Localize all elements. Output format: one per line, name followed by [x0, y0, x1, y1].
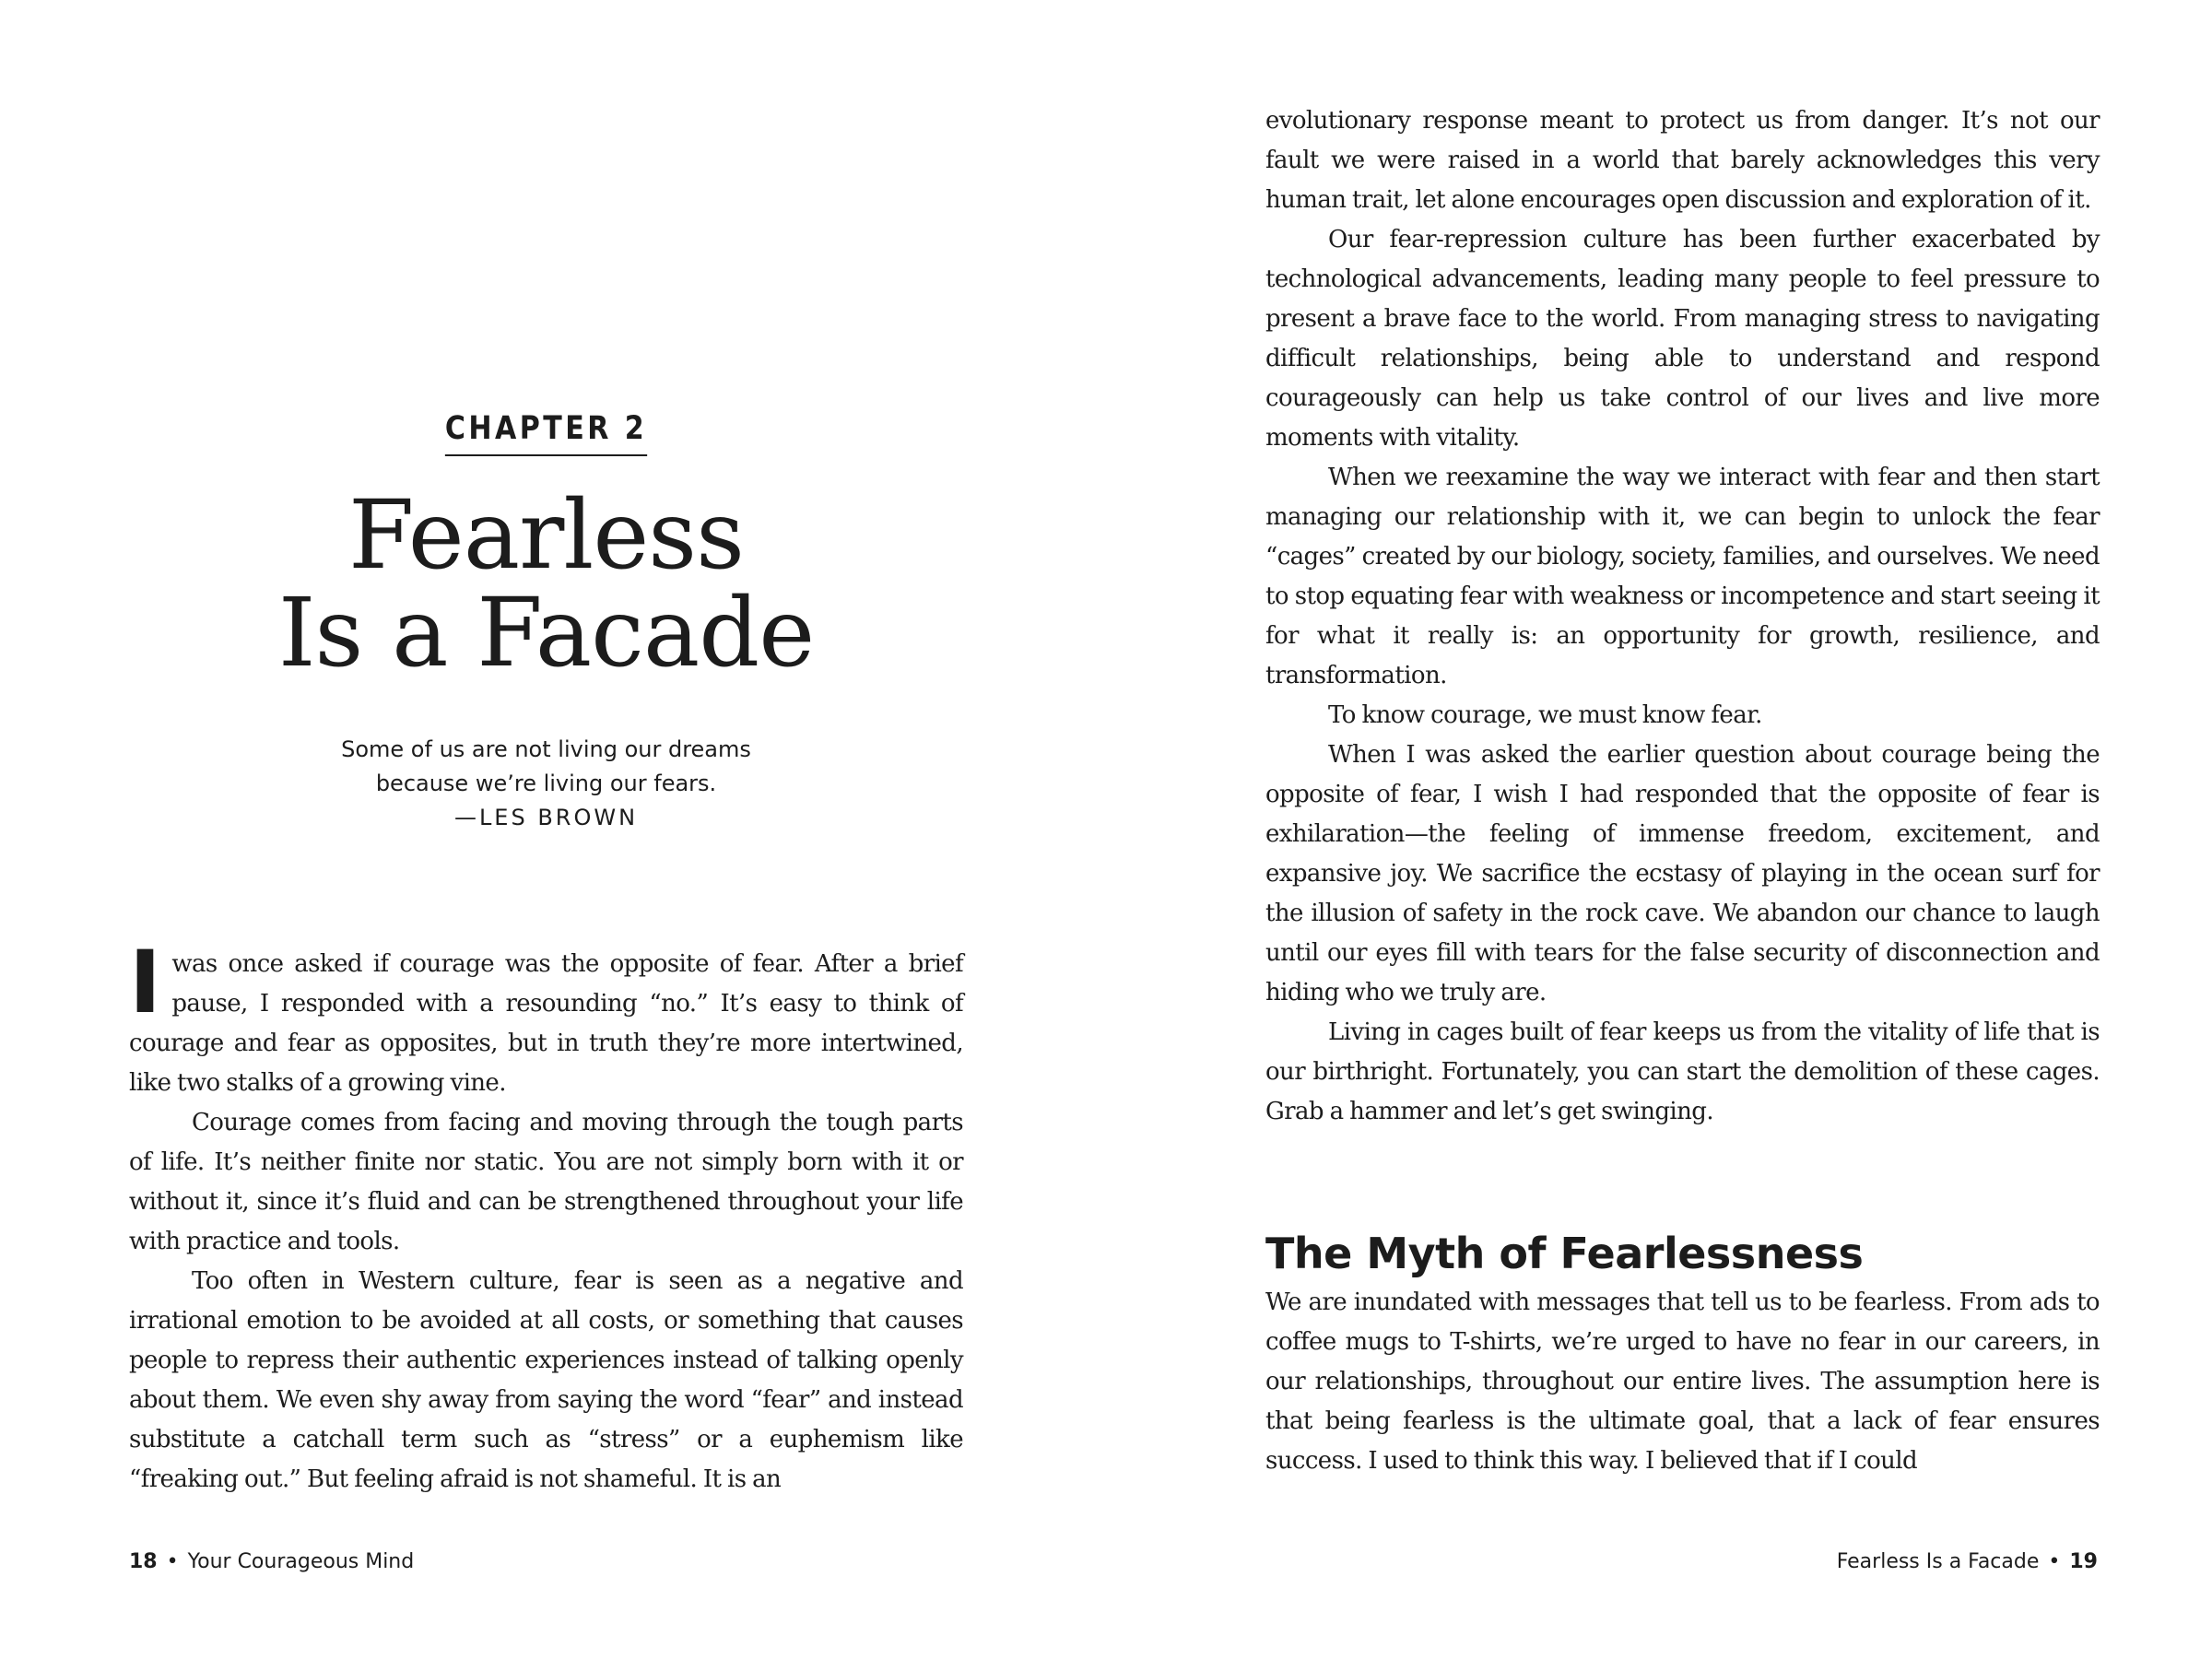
drop-cap: I: [129, 933, 161, 1033]
page-number: 18: [129, 1550, 158, 1573]
left-body-text: [129, 933, 963, 1500]
paragraph: When I was asked the earlier question about courage being the opposite of fear, I wish I had responded that the opposite of fear is exhilaration—the feeling of immense freedom, excitement, and expansive joy. We sacrifice the ecstasy of playing in the ocean surf for the illusion of safety in the rock cave. We abandon our chance to laugh until our eyes fill with tears for the false security of disconnection and hiding who we truly are.: [1265, 741, 2100, 1006]
paragraph: To know courage, we must know fear.: [1328, 701, 1762, 729]
chapter-label: [129, 410, 963, 456]
paragraph: When we reexamine the way we interact with fear and then start managing our relationship with it, we can begin to unlock the fear “cages” created by our biology, society, families, and ourselves. We need to stop equating fear with weakness or incompetence and start seeing it for what it really is: an opportunity for growth, resilience, and transformation.: [1265, 464, 2100, 689]
section-body-text: [1265, 1283, 2100, 1481]
section-heading: The Myth of Fearlessness: [1265, 1229, 1864, 1278]
paragraph: [129, 933, 963, 1103]
epigraph-line: because we’re living our fears.: [375, 771, 717, 796]
chapter-title-line: Is a Facade: [277, 578, 815, 688]
epigraph: [129, 733, 963, 835]
chapter-label-text: CHAPTER 2: [445, 410, 647, 456]
paragraph: We are inundated with messages that tell us to be fearless. From ads to coffee mugs to T-shirts, we’re urged to have no fear in our careers, in our relationships, throughout our entire lives. The assumption here is that being fearless is the ultimate goal, that a lack of fear ensures success. I used to think this way. I believed that if I could: [1265, 1288, 2100, 1475]
chapter-title-line: Fearless: [347, 480, 745, 591]
right-page: [1106, 0, 2212, 1659]
right-footer: [1837, 1548, 2098, 1576]
left-footer: [129, 1548, 414, 1576]
footer-bullet: •: [166, 1550, 179, 1573]
running-chapter-title: Fearless Is a Facade: [1836, 1550, 2040, 1573]
right-body-text: [1265, 101, 2100, 1132]
chapter-title: [129, 480, 963, 688]
epigraph-attribution: —LES BROWN: [453, 805, 639, 830]
book-title: Your Courageous Mind: [187, 1550, 415, 1573]
footer-bullet: •: [2048, 1550, 2061, 1573]
paragraph: Too often in Western culture, fear is seen as a negative and irrational emotion to be avoided at all costs, or something that causes people to repress their authentic experiences instead of talking openly about them. We even shy away from saying the word “fear” and instead substitute a catchall term such as “stress” or a euphemism like “freaking out.” But feeling afraid is not shameful. It is an: [129, 1267, 963, 1493]
paragraph: Courage comes from facing and moving through the tough parts of life. It’s neither finite nor static. You are not simply born with it or without it, since it’s fluid and can be strengthened throughout your life with practice and tools.: [129, 1109, 963, 1255]
paragraph: Living in cages built of fear keeps us from the vitality of life that is our birthright. Fortunately, you can start the demolition of these cages. Grab a hammer and let’s get swinging.: [1265, 1018, 2100, 1125]
epigraph-line: Some of us are not living our dreams: [341, 736, 751, 762]
page-number: 19: [2069, 1550, 2098, 1573]
paragraph: evolutionary response meant to protect us from danger. It’s not our fault we were raised in a world that barely acknowledges this very human trait, let alone encourages open discussion and exploration of it.: [1265, 107, 2100, 214]
paragraph-text: was once asked if courage was the opposite of fear. After a brief pause, I responded with a resounding “no.” It’s easy to think of courage and fear as opposites, but in truth they’re more intertwined, like two stalks of a growing vine.: [129, 950, 963, 1097]
paragraph: Our fear-repression culture has been further exacerbated by technological advancements, leading many people to feel pressure to present a brave face to the world. From managing stress to navigating difficult relationships, being able to understand and respond courageously can help us take control of our lives and live more moments with vitality.: [1265, 226, 2100, 452]
